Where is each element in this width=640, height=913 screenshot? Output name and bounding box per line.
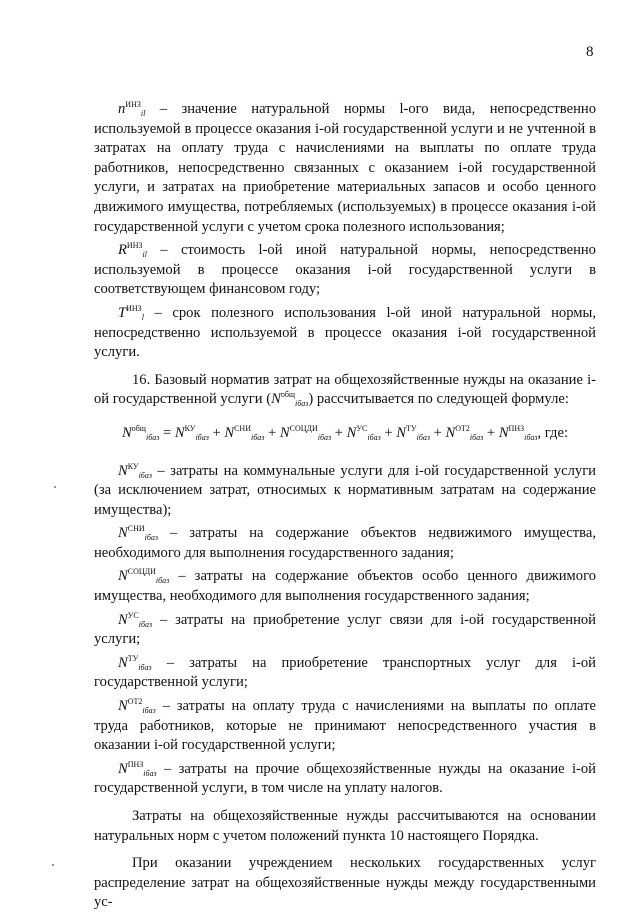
page-number: 8 bbox=[586, 44, 594, 60]
definition-text: – стоимость l-ой иной натуральной нормы, непосредственно используемой в процессе оказания i-ой государственной услуги в соответствующем финансовом году; bbox=[94, 242, 596, 298]
definition-labor bbox=[94, 697, 596, 756]
scan-speck bbox=[52, 864, 54, 866]
formula-symbol: $n^{ИНЗ}_{il}$ bbox=[118, 100, 146, 118]
formula-symbol: $N^{УС}_{iбаз}$ bbox=[118, 610, 153, 629]
definition-text: – затраты на оплату труда с начислениями на выплаты по оплате труда работников, которые не принимают непосредственного участия в оказании i-ой государственной услуги; bbox=[94, 698, 597, 754]
definition-text: – срок полезного использования l-ой иной натуральной нормы, непосредственно используемой в процессе оказания i-ой государственной услуги. bbox=[94, 304, 596, 361]
formula-symbol: $N^{общ}_{iбаз}$ bbox=[271, 390, 309, 409]
definition-communication bbox=[94, 611, 596, 650]
formula-symbol: $N^{ПНЗ}_{iбаз}$ bbox=[118, 759, 157, 778]
definition-transport bbox=[94, 654, 596, 693]
paragraph-distribution: При оказании учреждением нескольких государственных услуг распределение затрат на общехозяйственные нужды между государственными ус- bbox=[94, 855, 596, 911]
formula-symbol: $N^{ОТ2}_{iбаз}$ bbox=[118, 697, 156, 716]
formula-overhead-norm: $N^{общ}_{iбаз} = N^{КУ}_{iбаз} + N^{СНИ}_{iбаз} + N^{СОЦДИ}_{iбаз} + N^{УС}_{iбаз} + N^{ТУ}_{iбаз} + N^{ОТ2}_{iбаз} + N^{ПНЗ}_{iбаз}$, где: bbox=[122, 423, 568, 442]
definition-real-estate bbox=[94, 524, 596, 563]
document-body bbox=[94, 96, 596, 913]
definition-other-overhead bbox=[94, 760, 596, 799]
definition-utilities bbox=[94, 462, 596, 521]
formula-symbol: $N^{ТУ}_{iбаз}$ bbox=[118, 653, 152, 672]
definition-text: – затраты на коммунальные услуги для i-ой государственной услуги (за исключением затрат, относимых к нормативным затратам на содержание имущества); bbox=[94, 462, 596, 518]
definition-text: – затраты на содержание объектов особо ценного движимого имущества, необходимого для выполнения государственного задания; bbox=[94, 568, 596, 605]
definition-useful-life bbox=[94, 304, 596, 363]
definition-natural-norm-cost bbox=[94, 241, 596, 300]
definition-text: – затраты на прочие общехозяйственные нужды на оказание i-ой государственной услуги, в том числе на уплату налогов. bbox=[94, 760, 596, 797]
formula-symbol: $N^{СОЦДИ}_{iбаз}$ bbox=[118, 567, 170, 586]
definition-natural-norm-value bbox=[94, 100, 596, 237]
formula-symbol: $N^{КУ}_{iбаз}$ bbox=[118, 461, 152, 480]
formula-symbol: $R^{ИНЗ}_{il}$ bbox=[118, 241, 147, 260]
formula-symbol: $T^{ИНЗ}_l$ bbox=[118, 303, 144, 322]
definition-text: – затраты на приобретение транспортных услуг для i-ой государственной услуги; bbox=[94, 654, 596, 691]
definition-text: – затраты на приобретение услуг связи для i-ой государственной услуги; bbox=[94, 611, 596, 648]
formula-symbol: $N^{СНИ}_{iбаз}$ bbox=[118, 524, 158, 543]
paragraph-calculation-basis: Затраты на общехозяйственные нужды рассчитываются на основании натуральных норм с учетом положений пункта 10 настоящего Порядка. bbox=[94, 808, 596, 844]
paragraph-16: 16. Базовый норматив затрат на общехозяйственные нужды на оказание i-ой государственной услуги $(N^{общ}_{iбаз})$ рассчитывается по следующей формуле: bbox=[94, 371, 596, 409]
definition-text: – значение натуральной нормы l-ого вида, непосредственно используемой в процессе оказания i-ой государственной услуги и не учтенной в затратах на оплату труда с начислениями на выплаты по оплате труда работников, непосредственно связанных с оказанием i-ой государственной услуги, и затратах на приобретение материальных запасов и особо ценного движимого имущества, потребляемых (используемых) в процессе оказания i-ой государственной услуги с учетом срока полезного использования; bbox=[94, 101, 596, 235]
definition-movable-property bbox=[94, 567, 596, 606]
scan-speck bbox=[54, 486, 56, 488]
definition-text: – затраты на содержание объектов недвижимого имущества, необходимого для выполнения государственного задания; bbox=[94, 525, 596, 561]
